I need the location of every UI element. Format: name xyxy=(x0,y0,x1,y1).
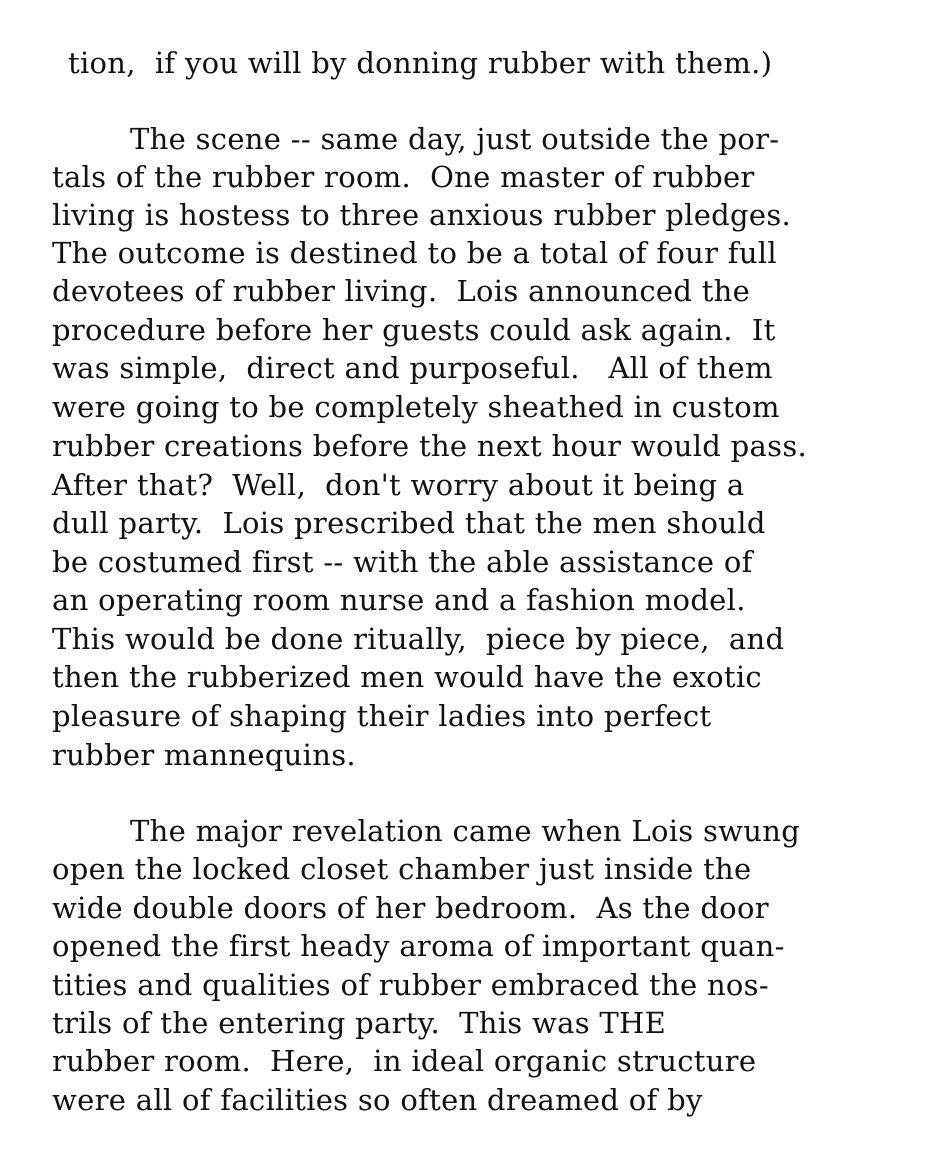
text-line: an operating room nurse and a fashion model. xyxy=(52,583,746,617)
text-line: dull party. Lois prescribed that the men should xyxy=(52,506,766,540)
text-line: open the locked closet chamber just inside the xyxy=(52,852,752,886)
text-line: The scene -- same day, just outside the por- xyxy=(130,122,780,156)
text-line: then the rubberized men would have the exotic xyxy=(52,660,762,694)
text-line: rubber mannequins. xyxy=(52,738,356,772)
text-line: This would be done ritually, piece by piece, and xyxy=(52,622,785,656)
text-line: devotees of rubber living. Lois announced the xyxy=(52,274,751,308)
text-line: tion, if you will by donning rubber with them.) xyxy=(68,46,773,80)
text-line: were going to be completely sheathed in custom xyxy=(52,390,780,424)
text-line: opened the first heady aroma of important quan- xyxy=(52,929,785,963)
text-line: rubber room. Here, in ideal organic structure xyxy=(52,1044,757,1078)
text-line: wide double doors of her bedroom. As the door xyxy=(52,891,769,925)
text-line: be costumed first -- with the able assistance of xyxy=(52,545,753,579)
text-line: After that? Well, don't worry about it being a xyxy=(52,468,745,502)
text-line: tals of the rubber room. One master of rubber xyxy=(52,160,755,194)
text-line: pleasure of shaping their ladies into perfect xyxy=(52,699,712,733)
text-line: tities and qualities of rubber embraced the nos- xyxy=(52,968,769,1002)
text-line: was simple, direct and purposeful. All of them xyxy=(52,351,773,385)
text-line: procedure before her guests could ask again. It xyxy=(52,313,776,347)
text-line: were all of facilities so often dreamed of by xyxy=(52,1083,703,1117)
text-line: rubber creations before the next hour would pass. xyxy=(52,429,808,463)
text-line: living is hostess to three anxious rubber pledges. xyxy=(52,198,792,232)
text-line: trils of the entering party. This was THE xyxy=(52,1006,667,1040)
text-line: The major revelation came when Lois swung xyxy=(130,814,801,848)
text-line: The outcome is destined to be a total of four full xyxy=(52,236,777,270)
